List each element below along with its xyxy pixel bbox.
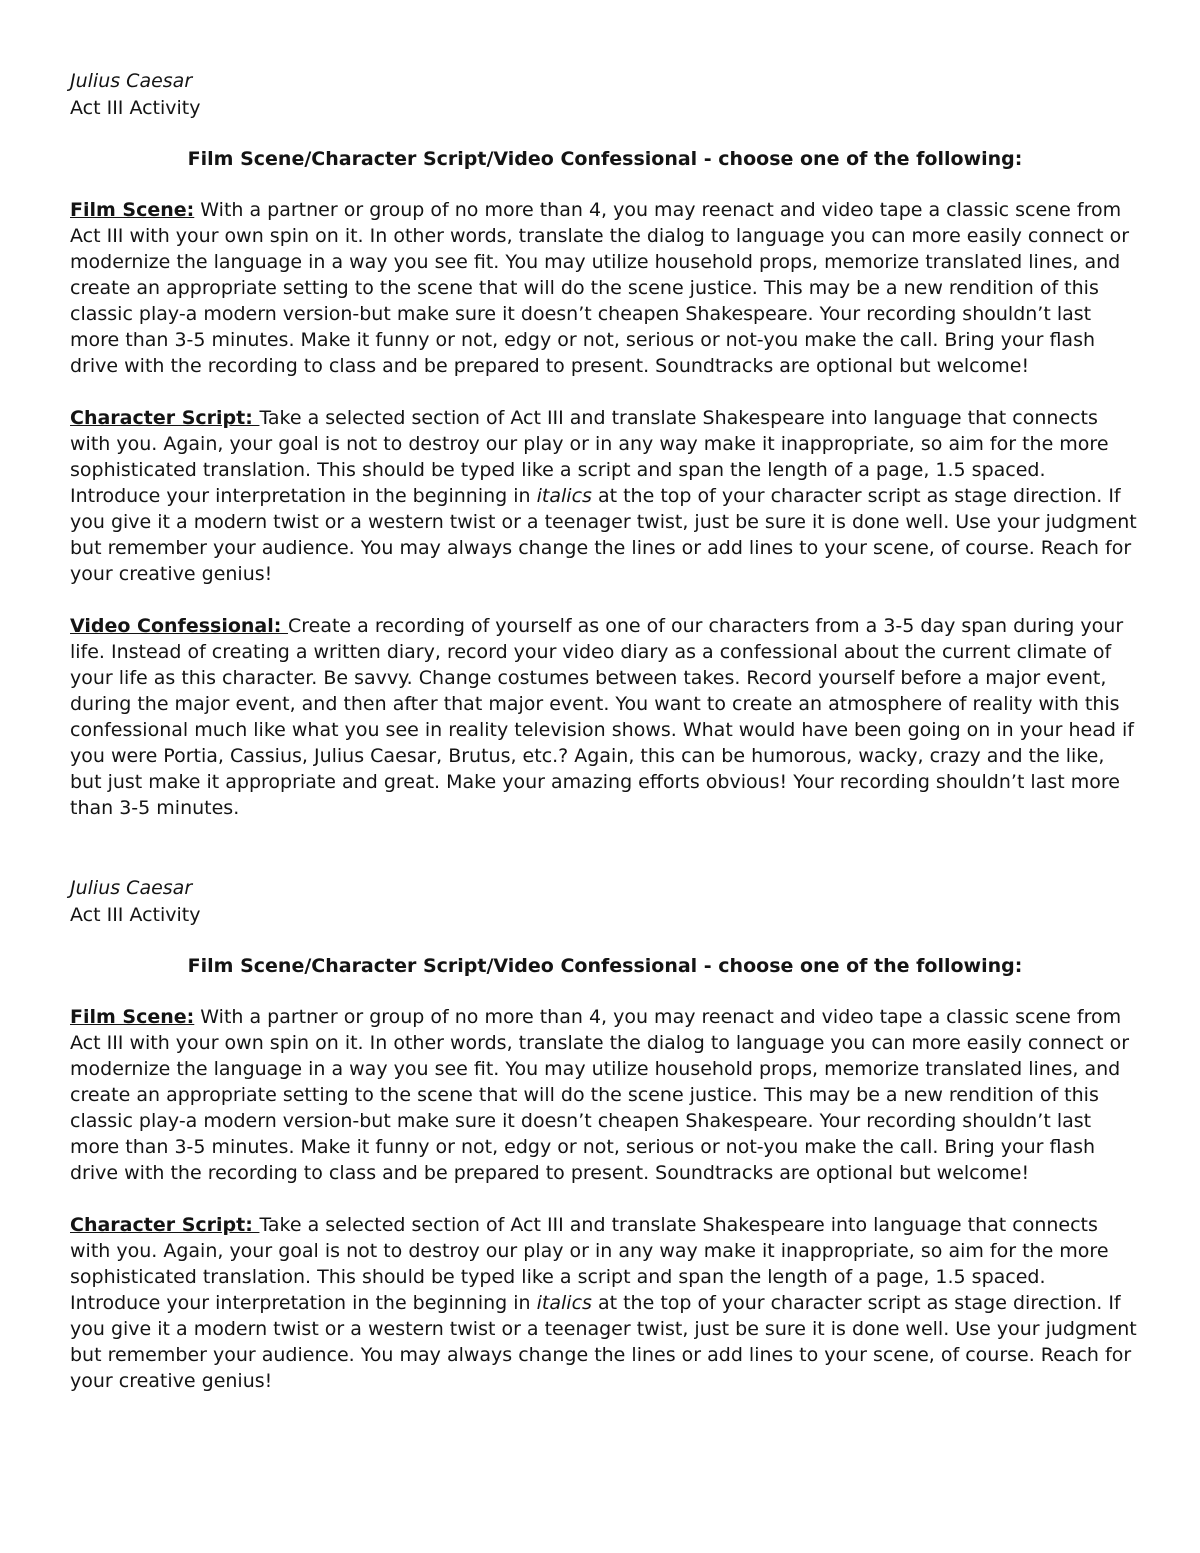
document-title: Julius Caesar bbox=[70, 877, 193, 899]
film-scene-text: With a partner or group of no more than 4, you may reenact and video tape a classic scene from Act III with your own spin on it. In other words, translate the dialog to language you can more easily connect or modernize the language in a way you see fit. You may utilize household props, memorize translated lines, and create an appropriate setting to the scene that will do the scene justice. This may be a new rendition of this classic play-a modern version-but make sure it doesn’t cheapen Shakespeare. Your recording shouldn’t last more than 3-5 minutes. Make it funny or not, edgy or not, serious or not-you make the call. Bring your flash drive with the recording to class and be prepared to present. Soundtracks are optional but welcome! bbox=[70, 1006, 1130, 1184]
film-scene-text: With a partner or group of no more than 4, you may reenact and video tape a classic scene from Act III with your own spin on it. In other words, translate the dialog to language you can more easily connect or modernize the language in a way you see fit. You may utilize household props, memorize translated lines, and create an appropriate setting to the scene that will do the scene justice. This may be a new rendition of this classic play-a modern version-but make sure it doesn’t cheapen Shakespeare. Your recording shouldn’t last more than 3-5 minutes. Make it funny or not, edgy or not, serious or not-you make the call. Bring your flash drive with the recording to class and be prepared to present. Soundtracks are optional but welcome! bbox=[70, 199, 1130, 377]
handout-2 bbox=[70, 875, 1140, 1394]
handout-1 bbox=[70, 68, 1140, 821]
handout-separator bbox=[70, 847, 1140, 875]
activity-heading: Film Scene/Character Script/Video Confessional - choose one of the following: bbox=[187, 148, 1023, 170]
character-script-text: Take a selected section of Act III and translate Shakespeare into language that connects with you. Again, your goal is not to destroy our play or in any way make it inappropriate, so aim for the more sophisticated translation. This should be typed like a script and span the length of a page, 1.5 spaced. Introduce your interpretation in the beginning in bbox=[70, 1214, 1109, 1314]
film-scene-label: Film Scene: bbox=[70, 1006, 195, 1028]
character-script-italic: italics bbox=[536, 485, 592, 507]
character-script-text-end: at the top of your character script as stage direction. If you give it a modern twist or a western twist or a teenager twist, just be sure it is done well. Use your judgment but remember your audience. You may always change the lines or add lines to your scene, of course. Reach for your creative genius! bbox=[70, 1292, 1137, 1392]
document-subtitle: Act III Activity bbox=[70, 97, 201, 119]
character-script-paragraph bbox=[70, 1212, 1140, 1394]
character-script-paragraph bbox=[70, 405, 1140, 587]
film-scene-label: Film Scene: bbox=[70, 199, 195, 221]
video-confessional-label: Video Confessional: bbox=[70, 615, 288, 637]
character-script-text: Take a selected section of Act III and translate Shakespeare into language that connects with you. Again, your goal is not to destroy our play or in any way make it inappropriate, so aim for the more sophisticated translation. This should be typed like a script and span the length of a page, 1.5 spaced. Introduce your interpretation in the beginning in bbox=[70, 407, 1109, 507]
character-script-italic: italics bbox=[536, 1292, 592, 1314]
activity-heading: Film Scene/Character Script/Video Confessional - choose one of the following: bbox=[187, 955, 1023, 977]
film-scene-paragraph bbox=[70, 1004, 1140, 1186]
character-script-text-end: at the top of your character script as stage direction. If you give it a modern twist or a western twist or a teenager twist, just be sure it is done well. Use your judgment but remember your audience. You may always change the lines or add lines to your scene, of course. Reach for your creative genius! bbox=[70, 485, 1137, 585]
character-script-label: Character Script: bbox=[70, 1214, 260, 1236]
document-subtitle: Act III Activity bbox=[70, 904, 201, 926]
film-scene-paragraph bbox=[70, 197, 1140, 379]
video-confessional-paragraph bbox=[70, 613, 1140, 821]
character-script-label: Character Script: bbox=[70, 407, 260, 429]
document-page bbox=[70, 68, 1140, 1420]
video-confessional-text: Create a recording of yourself as one of our characters from a 3-5 day span during your life. Instead of creating a written diary, record your video diary as a confessional about the current climate of your life as this character. Be savvy. Change costumes between takes. Record yourself before a major event, during the major event, and then after that major event. You want to create an atmosphere of reality with this confessional much like what you see in reality television shows. What would have been going on in your head if you were Portia, Cassius, Julius Caesar, Brutus, etc.? Again, this can be humorous, wacky, crazy and the like, but just make it appropriate and great. Make your amazing efforts obvious! Your recording shouldn’t last more than 3-5 minutes. bbox=[70, 615, 1134, 819]
document-title: Julius Caesar bbox=[70, 70, 193, 92]
